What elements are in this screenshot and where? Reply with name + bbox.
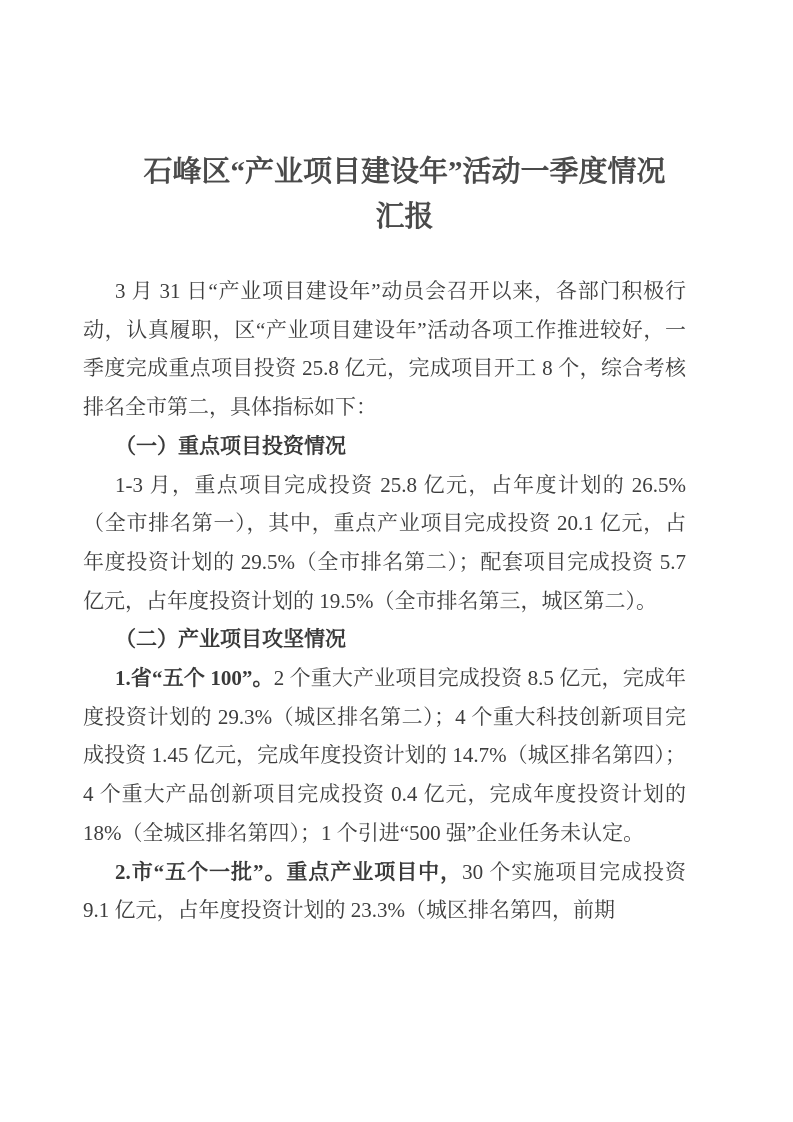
paragraph-five-batches bbox=[83, 853, 686, 930]
heading-section-1: （一）重点项目投资情况 bbox=[115, 433, 346, 458]
paragraph-five-batches-text: 30 个实施项目完成投资 9.1 亿元，占年度投资计划的 23.3%（城区排名第四，前期 bbox=[83, 859, 687, 923]
paragraph-investment: 1-3 月，重点项目完成投资 25.8 亿元，占年度计划的 26.5%（全市排名第一），其中，重点产业项目完成投资 20.1 亿元，占年度投资计划的 29.5%（全市排名第二）；配套项目完成投资 5.7 亿元，占年度投资计划的 19.5%（全市排名第三，城区第二）。 bbox=[83, 472, 686, 613]
title-line-1: 石峰区“产业项目建设年”活动一季度情况 bbox=[143, 156, 666, 188]
paragraph-five-100-lead: 1.省“五个 100”。 bbox=[115, 666, 274, 691]
title-line-2: 汇报 bbox=[375, 201, 434, 233]
document-title bbox=[103, 150, 706, 240]
paragraph-five-batches-lead: 2.市“五个一批”。重点产业项目中， bbox=[115, 859, 463, 884]
paragraph-five-100 bbox=[83, 659, 686, 853]
paragraph-five-100-text: 2 个重大产业项目完成投资 8.5 亿元，完成年度投资计划的 29.3%（城区排名第二）；4 个重大科技创新项目完成投资 1.45 亿元，完成年度投资计划的 14.7%（城区排名第四）；4 个重大产品创新项目完成投资 0.4 亿元，完成年度投资计划的 18%（全城区排名第四）；1 个引进“500 强”企业任务未认定。 bbox=[83, 666, 687, 845]
heading-section-2: （二）产业项目攻坚情况 bbox=[115, 627, 346, 652]
paragraph-intro: 3 月 31 日“产业项目建设年”动员会召开以来，各部门积极行动，认真履职，区“产业项目建设年”活动各项工作推进较好，一季度完成重点项目投资 25.8 亿元，完成项目开工 8 个，综合考核排名全市第二，具体指标如下： bbox=[83, 279, 686, 420]
document-body bbox=[83, 272, 686, 930]
